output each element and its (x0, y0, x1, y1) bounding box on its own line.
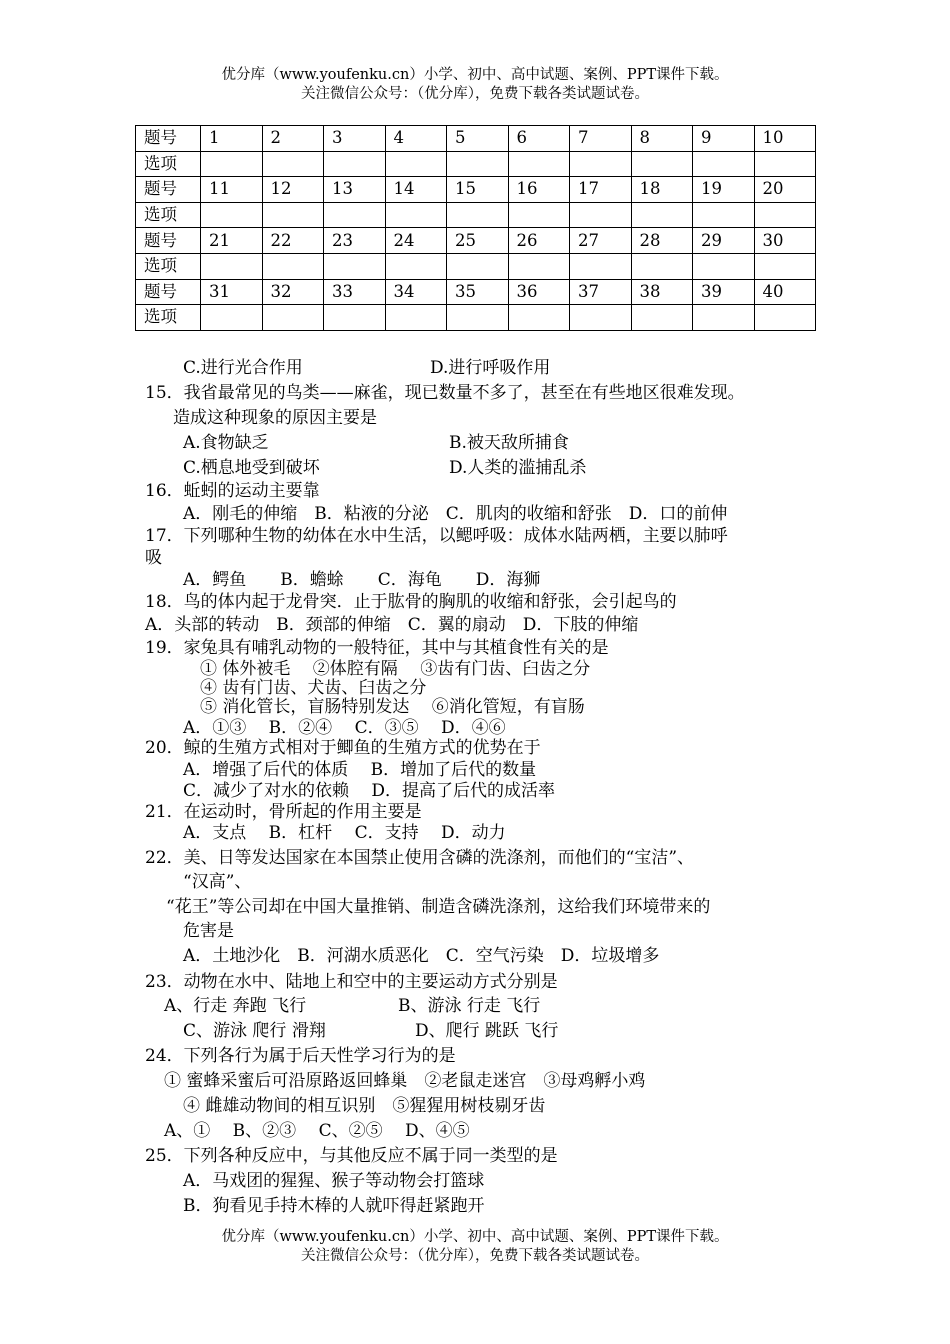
question-number-cell: 19 (693, 177, 755, 203)
answer-cell[interactable] (508, 305, 570, 331)
question-line: 造成这种现象的原因主要是 (173, 408, 377, 428)
answer-cell[interactable] (324, 305, 386, 331)
row-label-number: 题号 (136, 279, 201, 305)
answer-table (135, 125, 816, 331)
question-number-cell: 10 (754, 126, 816, 152)
answer-cell[interactable] (201, 151, 263, 177)
header-line-1: 优分库（www.youfenku.cn）小学、初中、高中试题、案例、PPT课件下载。 (221, 67, 729, 83)
question-number-cell: 17 (570, 177, 632, 203)
question-line: 24．下列各行为属于后天性学习行为的是 (145, 1046, 456, 1066)
answer-row (136, 305, 816, 331)
answer-cell[interactable] (262, 305, 324, 331)
row-label-number: 题号 (136, 126, 201, 152)
answer-cell[interactable] (262, 253, 324, 279)
question-line: D.进行呼吸作用 (430, 358, 551, 378)
answer-cell[interactable] (262, 202, 324, 228)
question-number-cell: 14 (385, 177, 447, 203)
answer-cell[interactable] (201, 202, 263, 228)
question-line: ④ 齿有门齿、犬齿、臼齿之分 (200, 678, 427, 698)
question-number-cell: 31 (201, 279, 263, 305)
question-number-cell: 29 (693, 228, 755, 254)
row-label-number: 题号 (136, 177, 201, 203)
answer-cell[interactable] (570, 305, 632, 331)
answer-row (136, 202, 816, 228)
answer-cell[interactable] (570, 151, 632, 177)
question-line: A．头部的转动 B．颈部的伸缩 C．翼的扇动 D．下肢的伸缩 (145, 615, 639, 635)
question-number-cell: 4 (385, 126, 447, 152)
footer-line-1: 优分库（www.youfenku.cn）小学、初中、高中试题、案例、PPT课件下载。 (221, 1229, 729, 1245)
question-number-cell: 9 (693, 126, 755, 152)
question-number-cell: 22 (262, 228, 324, 254)
question-number-cell: 16 (508, 177, 570, 203)
answer-cell[interactable] (385, 202, 447, 228)
answer-cell[interactable] (570, 202, 632, 228)
answer-cell[interactable] (508, 151, 570, 177)
answer-cell[interactable] (508, 253, 570, 279)
question-line: D.人类的滥捕乱杀 (449, 458, 587, 478)
question-number-row (136, 279, 816, 305)
question-number-cell: 1 (201, 126, 263, 152)
question-line: D、爬行 跳跃 飞行 (415, 1021, 559, 1041)
question-number-cell: 25 (447, 228, 509, 254)
question-number-cell: 38 (631, 279, 693, 305)
question-number-cell: 26 (508, 228, 570, 254)
question-line: 16．蚯蚓的运动主要靠 (145, 481, 320, 501)
question-number-cell: 24 (385, 228, 447, 254)
answer-cell[interactable] (631, 202, 693, 228)
answer-cell[interactable] (385, 151, 447, 177)
answer-cell[interactable] (754, 253, 816, 279)
answer-cell[interactable] (754, 202, 816, 228)
question-number-cell: 12 (262, 177, 324, 203)
answer-cell[interactable] (693, 151, 755, 177)
answer-cell[interactable] (508, 202, 570, 228)
question-number-cell: 11 (201, 177, 263, 203)
question-number-cell: 27 (570, 228, 632, 254)
question-number-cell: 18 (631, 177, 693, 203)
question-line: A、行走 奔跑 飞行 (164, 996, 307, 1016)
question-line: 19．家兔具有哺乳动物的一般特征，其中与其植食性有关的是 (145, 638, 609, 658)
answer-cell[interactable] (201, 305, 263, 331)
question-line: ① 蜜蜂采蜜后可沿原路返回蜂巢 ②老鼠走迷宫 ③母鸡孵小鸡 (164, 1071, 646, 1091)
question-line: C.进行光合作用 (183, 358, 303, 378)
question-line: A．支点 B．杠杆 C．支持 D．动力 (183, 823, 506, 843)
question-line: ④ 雌雄动物间的相互识别 ⑤猩猩用树枝剔牙齿 (183, 1096, 546, 1116)
answer-cell[interactable] (447, 151, 509, 177)
answer-cell[interactable] (693, 305, 755, 331)
question-number-cell: 8 (631, 126, 693, 152)
row-label-number: 题号 (136, 228, 201, 254)
row-label-answer: 选项 (136, 151, 201, 177)
question-line: A.食物缺乏 (183, 433, 269, 453)
answer-cell[interactable] (324, 202, 386, 228)
question-line: 危害是 (183, 921, 234, 941)
question-line: ⑤ 消化管长，盲肠特别发达 ⑥消化管短，有盲肠 (200, 697, 585, 717)
answer-row (136, 151, 816, 177)
answer-cell[interactable] (754, 151, 816, 177)
question-line: C．减少了对水的依赖 D．提高了后代的成活率 (183, 781, 556, 801)
page-header (0, 66, 950, 104)
question-line: A、① B、②③ C、②⑤ D、④⑤ (164, 1121, 470, 1141)
question-number-cell: 37 (570, 279, 632, 305)
answer-cell[interactable] (570, 253, 632, 279)
question-number-cell: 39 (693, 279, 755, 305)
question-line: 22．美、日等发达国家在本国禁止使用含磷的洗涤剂，而他们的“宝洁”、 (145, 848, 695, 868)
question-number-row (136, 126, 816, 152)
header-line-2: 关注微信公众号：（优分库），免费下载各类试题试卷。 (301, 86, 649, 102)
row-label-answer: 选项 (136, 305, 201, 331)
question-line: “花王”等公司却在中国大量推销、制造含磷洗涤剂，这给我们环境带来的 (166, 897, 711, 917)
question-line: 23．动物在水中、陆地上和空中的主要运动方式分别是 (145, 972, 558, 992)
footer-line-2: 关注微信公众号：（优分库），免费下载各类试题试卷。 (301, 1248, 649, 1264)
question-line: A．鳄鱼 B．蟾蜍 C．海龟 D．海狮 (183, 570, 541, 590)
answer-cell[interactable] (447, 202, 509, 228)
question-line: B.被天敌所捕食 (449, 433, 569, 453)
question-number-cell: 13 (324, 177, 386, 203)
question-number-cell: 30 (754, 228, 816, 254)
question-line: 20．鲸的生殖方式相对于鲫鱼的生殖方式的优势在于 (145, 738, 541, 758)
answer-cell[interactable] (201, 253, 263, 279)
question-line: 18．鸟的体内起于龙骨突．止于肱骨的胸肌的收缩和舒张，会引起鸟的 (145, 592, 677, 612)
question-number-cell: 28 (631, 228, 693, 254)
question-number-cell: 36 (508, 279, 570, 305)
answer-cell[interactable] (447, 253, 509, 279)
question-line: ① 体外被毛 ②体腔有隔 ③齿有门齿、臼齿之分 (200, 659, 591, 679)
question-number-cell: 6 (508, 126, 570, 152)
answer-cell[interactable] (631, 151, 693, 177)
question-line: A．土地沙化 B．河湖水质恶化 C．空气污染 D．垃圾增多 (183, 946, 660, 966)
question-line: A．刚毛的伸缩 B．粘液的分泌 C．肌肉的收缩和舒张 D．口的前伸 (183, 504, 728, 524)
question-line: C.栖息地受到破坏 (183, 458, 320, 478)
answer-cell[interactable] (693, 253, 755, 279)
answer-cell[interactable] (385, 305, 447, 331)
question-number-cell: 7 (570, 126, 632, 152)
question-line: A．马戏团的猩猩、猴子等动物会打篮球 (183, 1171, 485, 1191)
question-line: B、游泳 行走 飞行 (398, 996, 541, 1016)
question-number-cell: 2 (262, 126, 324, 152)
answer-cell[interactable] (631, 305, 693, 331)
answer-row (136, 253, 816, 279)
question-number-row (136, 177, 816, 203)
answer-cell[interactable] (324, 151, 386, 177)
answer-cell[interactable] (447, 305, 509, 331)
question-number-cell: 20 (754, 177, 816, 203)
answer-cell[interactable] (324, 253, 386, 279)
question-number-cell: 33 (324, 279, 386, 305)
question-line: A．①③ B．②④ C．③⑤ D．④⑥ (183, 718, 506, 738)
question-number-cell: 35 (447, 279, 509, 305)
question-line: 17．下列哪种生物的幼体在水中生活，以鳃呼吸：成体水陆两栖，主要以肺呼 (145, 526, 728, 546)
question-number-cell: 21 (201, 228, 263, 254)
question-number-row (136, 228, 816, 254)
answer-cell[interactable] (385, 253, 447, 279)
question-number-cell: 15 (447, 177, 509, 203)
question-number-cell: 40 (754, 279, 816, 305)
question-number-cell: 23 (324, 228, 386, 254)
page-footer (0, 1228, 950, 1266)
question-line: A．增强了后代的体质 B．增加了后代的数量 (183, 760, 537, 780)
question-number-cell: 3 (324, 126, 386, 152)
question-line: C、游泳 爬行 滑翔 (183, 1021, 326, 1041)
question-number-cell: 32 (262, 279, 324, 305)
question-line: 21．在运动时，骨所起的作用主要是 (145, 802, 422, 822)
answer-cell[interactable] (754, 305, 816, 331)
question-line: B．狗看见手持木棒的人就吓得赶紧跑开 (183, 1196, 485, 1216)
question-number-cell: 34 (385, 279, 447, 305)
question-line: “汉高”、 (183, 872, 252, 892)
question-line: 25．下列各种反应中，与其他反应不属于同一类型的是 (145, 1146, 558, 1166)
question-number-cell: 5 (447, 126, 509, 152)
row-label-answer: 选项 (136, 253, 201, 279)
question-line: 吸 (145, 548, 162, 568)
answer-cell[interactable] (262, 151, 324, 177)
row-label-answer: 选项 (136, 202, 201, 228)
answer-cell[interactable] (693, 202, 755, 228)
question-line: 15．我省最常见的鸟类——麻雀，现已数量不多了，甚至在有些地区很难发现。 (145, 383, 745, 403)
answer-cell[interactable] (631, 253, 693, 279)
